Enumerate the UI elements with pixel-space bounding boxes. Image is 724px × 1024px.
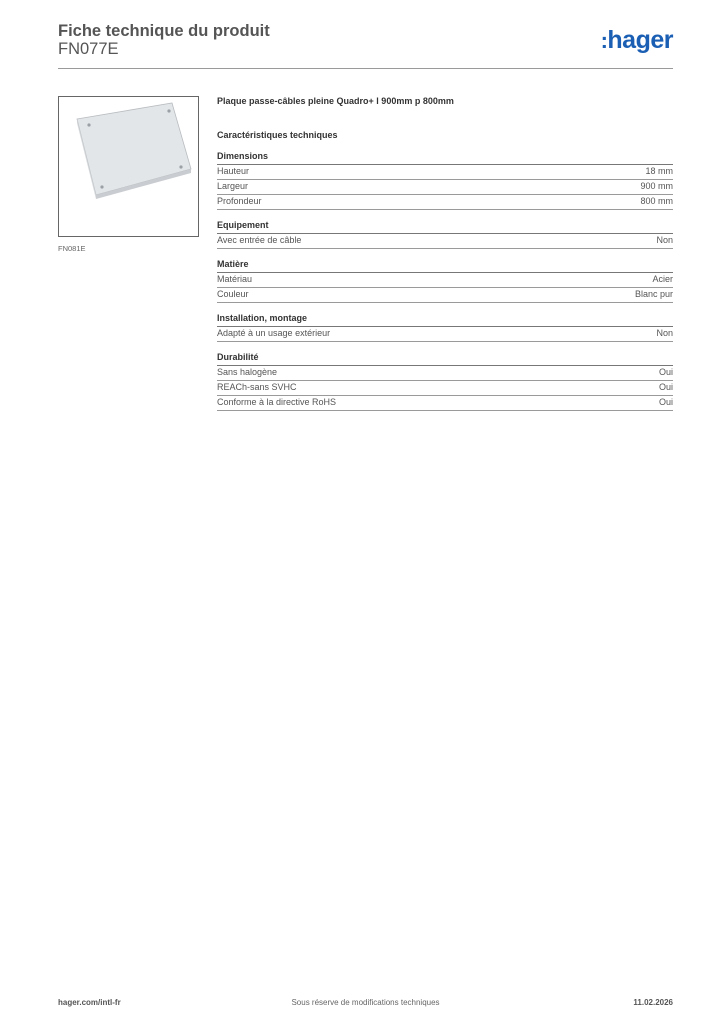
spec-value: Oui — [658, 367, 673, 377]
product-description: Plaque passe-câbles pleine Quadro+ l 900mm p 800mm — [217, 96, 454, 106]
footer-disclaimer: Sous réserve de modifications techniques — [291, 998, 440, 1007]
spec-heading: Caractéristiques techniques — [217, 130, 338, 140]
image-caption: FN081E — [58, 244, 86, 253]
spec-row — [217, 288, 673, 303]
spec-sections — [217, 150, 673, 411]
spec-label: Sans halogène — [217, 367, 278, 377]
spec-label: Hauteur — [217, 166, 250, 176]
spec-label: Conforme à la directive RoHS — [217, 397, 337, 407]
spec-label: Matériau — [217, 274, 253, 284]
spec-row — [217, 165, 673, 180]
section-title: Dimensions — [217, 150, 673, 165]
spec-label: REACh-sans SVHC — [217, 382, 297, 392]
spec-section — [217, 219, 673, 249]
spec-panel — [217, 96, 673, 420]
spec-row — [217, 366, 673, 381]
hager-logo: :hager — [600, 26, 673, 54]
spec-value: 18 mm — [645, 166, 673, 176]
spec-section — [217, 312, 673, 342]
spec-section — [217, 150, 673, 210]
spec-row — [217, 396, 673, 411]
spec-label: Largeur — [217, 181, 249, 191]
spec-value: Non — [656, 235, 673, 245]
spec-label: Couleur — [217, 289, 249, 299]
spec-value: 800 mm — [640, 196, 673, 206]
spec-section — [217, 258, 673, 303]
section-title: Equipement — [217, 219, 673, 234]
brand-name: hager — [607, 26, 673, 54]
spec-row — [217, 180, 673, 195]
spec-label: Avec entrée de câble — [217, 235, 302, 245]
spec-label: Profondeur — [217, 196, 262, 206]
spec-row — [217, 273, 673, 288]
spec-section — [217, 351, 673, 411]
product-image — [58, 96, 199, 237]
spec-value: Acier — [652, 274, 673, 284]
footer-website: hager.com/intl-fr — [58, 998, 121, 1007]
spec-value: Blanc pur — [634, 289, 673, 299]
page-header — [58, 20, 673, 69]
spec-row — [217, 327, 673, 342]
document-title: Fiche technique du produit — [58, 22, 270, 40]
spec-row — [217, 195, 673, 210]
section-title: Installation, montage — [217, 312, 673, 327]
section-title: Durabilité — [217, 351, 673, 366]
section-title: Matière — [217, 258, 673, 273]
spec-label: Adapté à un usage extérieur — [217, 328, 331, 338]
spec-value: Oui — [658, 397, 673, 407]
spec-value: Non — [656, 328, 673, 338]
spec-row — [217, 381, 673, 396]
footer-date: 11.02.2026 — [633, 998, 673, 1007]
cable-gland-plate-illustration — [59, 97, 198, 236]
product-reference: FN077E — [58, 40, 119, 58]
spec-row — [217, 234, 673, 249]
spec-value: 900 mm — [640, 181, 673, 191]
spec-value: Oui — [658, 382, 673, 392]
